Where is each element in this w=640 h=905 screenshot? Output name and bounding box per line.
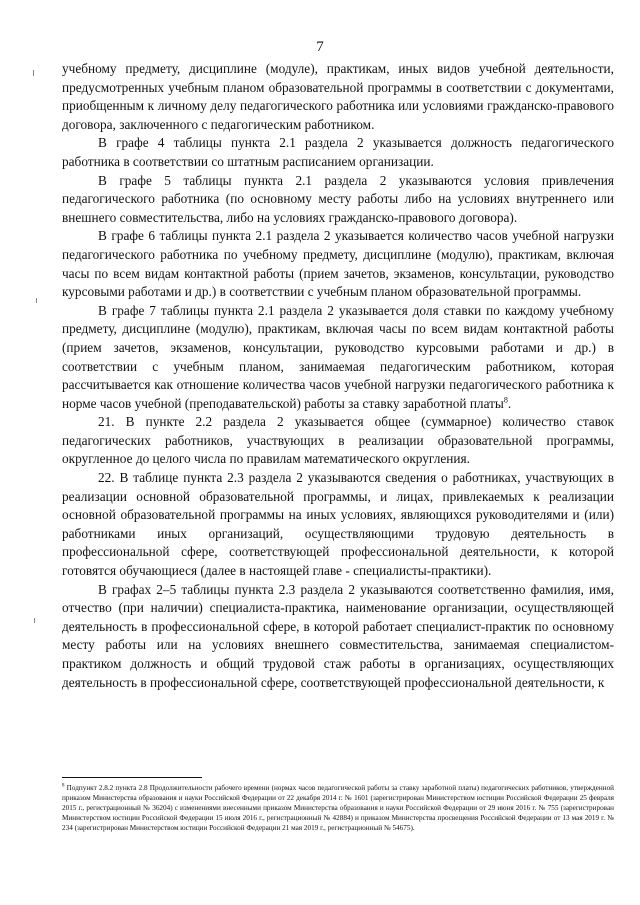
margin-mark — [33, 70, 34, 76]
paragraph-text: В графе 7 таблицы пункта 2.1 раздела 2 указывается доля ставки по каждому учебному предмету, дисциплине (модулю), практикам, включая часы по всем видам контактной работы (прием зачетов, экзаменов, консультации, руководство курсовыми работами и др.) в соответствии с учебным планом, занимаемая педагогическим работником, которая рассчитывается как отношение количества часов учебной нагрузки педагогического работника к норме часов учебной (преподавательской) работы за ставку заработной платы — [62, 302, 614, 411]
page-number: 7 — [316, 39, 324, 55]
footnote-marker: 8 — [62, 783, 65, 789]
footnote-text: Подпункт 2.8.2 пункта 2.8 Продолжительности рабочего времени (нормах часов педагогической работы за ставку заработной платы) педагогических работников, утвержденной приказом Министерства образования и науки Российской Федерации от 22 декабря 2014 г. № 1601 (зарегистрирован Министерством юстиции Российской Федерации 25 февраля 2015 г., регистрационный № 36204) с изменениями внесенными приказом Министерства образования и науки Российской Федерации от 29 июня 2016 г. № 755 (зарегистрирован Министерством юстиции Российской Федерации 15 июля 2016 г., регистрационный № 42884) и приказом Министерства просвещения Российской Федерации от 13 мая 2019 г. № 234 (зарегистрирован Министерством юстиции Российской Федерации 21 мая 2019 г., регистрационный № 54675). — [62, 784, 615, 832]
footnote — [62, 783, 614, 833]
footnote-separator — [62, 777, 202, 778]
margin-mark — [34, 618, 35, 623]
paragraph: учебному предмету, дисциплине (модуле), практикам, иных видов учебной деятельности, предусмотренных учебным планом образовательной программы в соответствии с документами, приобщенным к личному делу педагогического работника или условиями гражданско-правового договора, заключенного с педагогическим работником. — [62, 61, 614, 132]
margin-mark — [36, 298, 37, 303]
paragraph: В графе 4 таблицы пункта 2.1 раздела 2 указывается должность педагогического работника в соответствии со штатным расписанием организации. — [62, 135, 614, 169]
paragraph: В графе 6 таблицы пункта 2.1 раздела 2 указывается количество часов учебной нагрузки педагогического работника по учебному предмету, дисциплине (модулю), практикам, включая часы по всем видам контактной работы (прием зачетов, экзаменов, консультации, руководство курсовыми работами и др.) в соответствии с учебным планом образовательной программы. — [62, 228, 614, 300]
footnote-reference[interactable]: 8 — [503, 395, 508, 405]
paragraph-end-period: . — [507, 395, 512, 411]
paragraph: 21. В пункте 2.2 раздела 2 указывается общее (суммарное) количество ставок педагогических работников, участвующих в реализации образовательной программы, округленное до целого числа по правилам математического округления. — [62, 414, 614, 467]
paragraph: 22. В таблице пункта 2.3 раздела 2 указываются сведения о работниках, участвующих в реализации основной образовательной программы, и лицах, привлекаемых к реализации основной образовательной программы на иных условиях, являющихся руководителями и (или) работниками иных организаций, осуществляющими трудовую деятельность в профессиональной сфере, соответствующей профессиональной деятельности, к которой готовятся обучающиеся (далее в настоящей главе - специалисты-практики). — [62, 470, 614, 579]
paragraph: В графе 5 таблицы пункта 2.1 раздела 2 указываются условия привлечения педагогического работника (по основному месту работы либо на условиях внутреннего или внешнего совместительства, либо на условиях гражданско-правового договора). — [62, 172, 614, 225]
body-text — [62, 60, 614, 692]
paragraph: В графах 2–5 таблицы пункта 2.3 раздела 2 указываются соответственно фамилия, имя, отчество (при наличии) специалиста-практика, наименование организации, осуществляющей деятельность в профессиональной сфере, в которой работает специалист-практик по основному месту работы или на условиях внешнего совместительства, занимаемая специалистом-практиком должность и общий трудовой стаж работы в организациях, осуществляющих деятельность в профессиональной сфере, соответствующей профессиональной деятельности, к — [62, 581, 614, 690]
paragraph-with-footnote-ref — [62, 302, 614, 414]
